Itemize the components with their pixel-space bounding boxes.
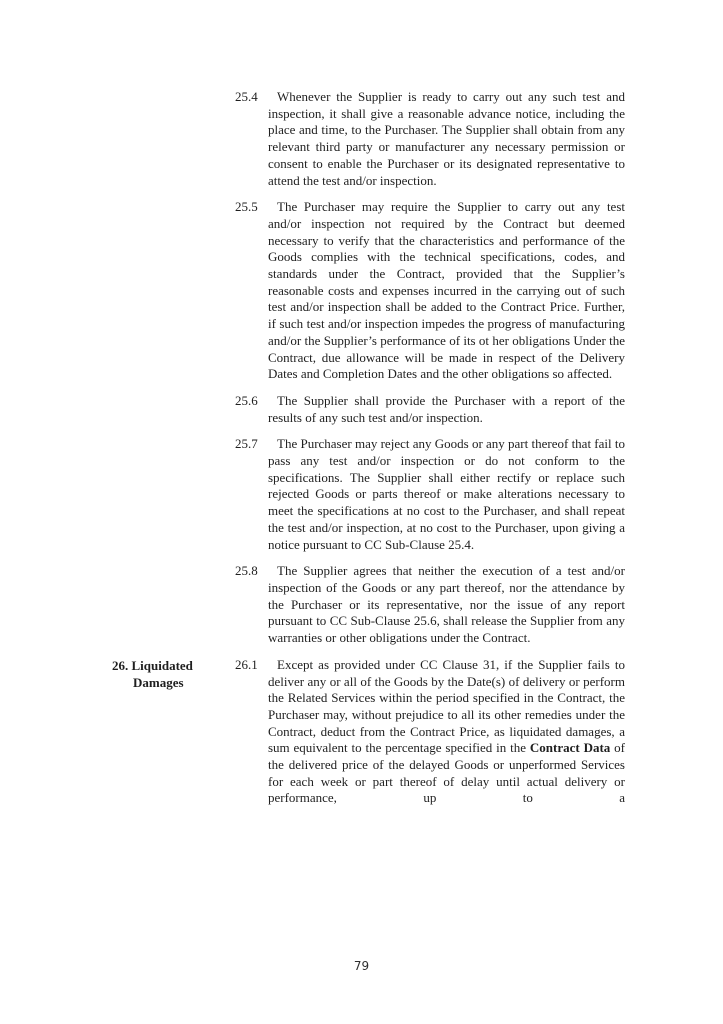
clause-number: 25.7 <box>235 436 258 452</box>
clauses-column <box>112 89 625 817</box>
clause-text: Whenever the Supplier is ready to carry out any such test and inspection, it shall give a reasonable advance notice, including the place and time, to the Purchaser. The Supplier shall obtain from any relevant third party or manufacturer any necessary permission or consent to enable the Purchaser or its designated representative to attend the test and/or inspection. <box>268 89 625 188</box>
clause-number: 25.8 <box>235 563 258 579</box>
clause-text: The Purchaser may require the Supplier to carry out any test and/or inspection not required by the Contract but deemed necessary to verify that the characteristics and performance of the Goods complies with the technical specifications, codes, and standards under the Contract, provided that the Supplier’s reasonable costs and expenses incurred in the carrying out of such test and/or inspection shall be added to the Contract Price. Further, if such test and/or inspection impedes the progress of manufacturing and/or the Supplier’s performance of its ot her obligations Under the Contract, due allowance will be made in respect of the Delivery Dates and Completion Dates and the other obligations so affected. <box>268 199 625 382</box>
clause-25-4 <box>235 89 625 189</box>
clause-number: 25.5 <box>235 199 258 215</box>
section-heading-line1: 26. Liquidated <box>112 657 193 673</box>
clause-25-5 <box>235 199 625 383</box>
clause-number: 26.1 <box>235 656 258 672</box>
clause-text: The Supplier agrees that neither the execution of a test and/or inspection of the Goods or any part thereof, nor the attendance by the Purchaser or its representative, nor the issue of any report pursuant to CC Sub-Clause 25.6, shall release the Supplier from any warranties or other obligations under the Contract. <box>268 563 625 646</box>
clause-text-bold-segment: Contract Data <box>529 740 611 756</box>
page-number: 79 <box>353 959 370 973</box>
clause-text: The Purchaser may reject any Goods or any part thereof that fail to pass any test and/or inspection or do not conform to the specifications. The Supplier shall either rectify or replace such rejected Goods or parts thereof or make alterations necessary to meet the specifications at no cost to the Purchaser, and shall repeat the test and/or inspection, at no cost to the Purchaser, upon giving a notice pursuant to CC Sub-Clause 25.4. <box>268 436 625 552</box>
clause-text <box>268 657 625 807</box>
section-heading-liquidated-damages <box>112 657 230 691</box>
clause-25-6 <box>235 393 625 426</box>
clause-25-8 <box>235 563 625 647</box>
clause-25-7 <box>235 436 625 553</box>
clause-text: The Supplier shall provide the Purchaser with a report of the results of any such test and/or inspection. <box>268 392 625 425</box>
clause-text-segment: of the delivered price of the delayed Goods or unperformed Services for each week or part thereof of delay until actual delivery or performance, up to a <box>268 740 625 806</box>
clause-number: 25.6 <box>235 392 258 408</box>
clause-text-segment: Except as provided under CC Clause 31, if the Supplier fails to deliver any or all of the Goods by the Date(s) of delivery or perform the Related Services within the period specified in the Contract, the Purchaser may, without prejudice to all its other remedies under the Contract, deduct from the Contract Price, as liquidated damages, a sum equivalent to the percentage specified in the <box>268 656 625 756</box>
clause-number: 25.4 <box>235 89 258 104</box>
clause-26-1 <box>112 656 625 807</box>
section-heading-line2: Damages <box>133 674 184 690</box>
